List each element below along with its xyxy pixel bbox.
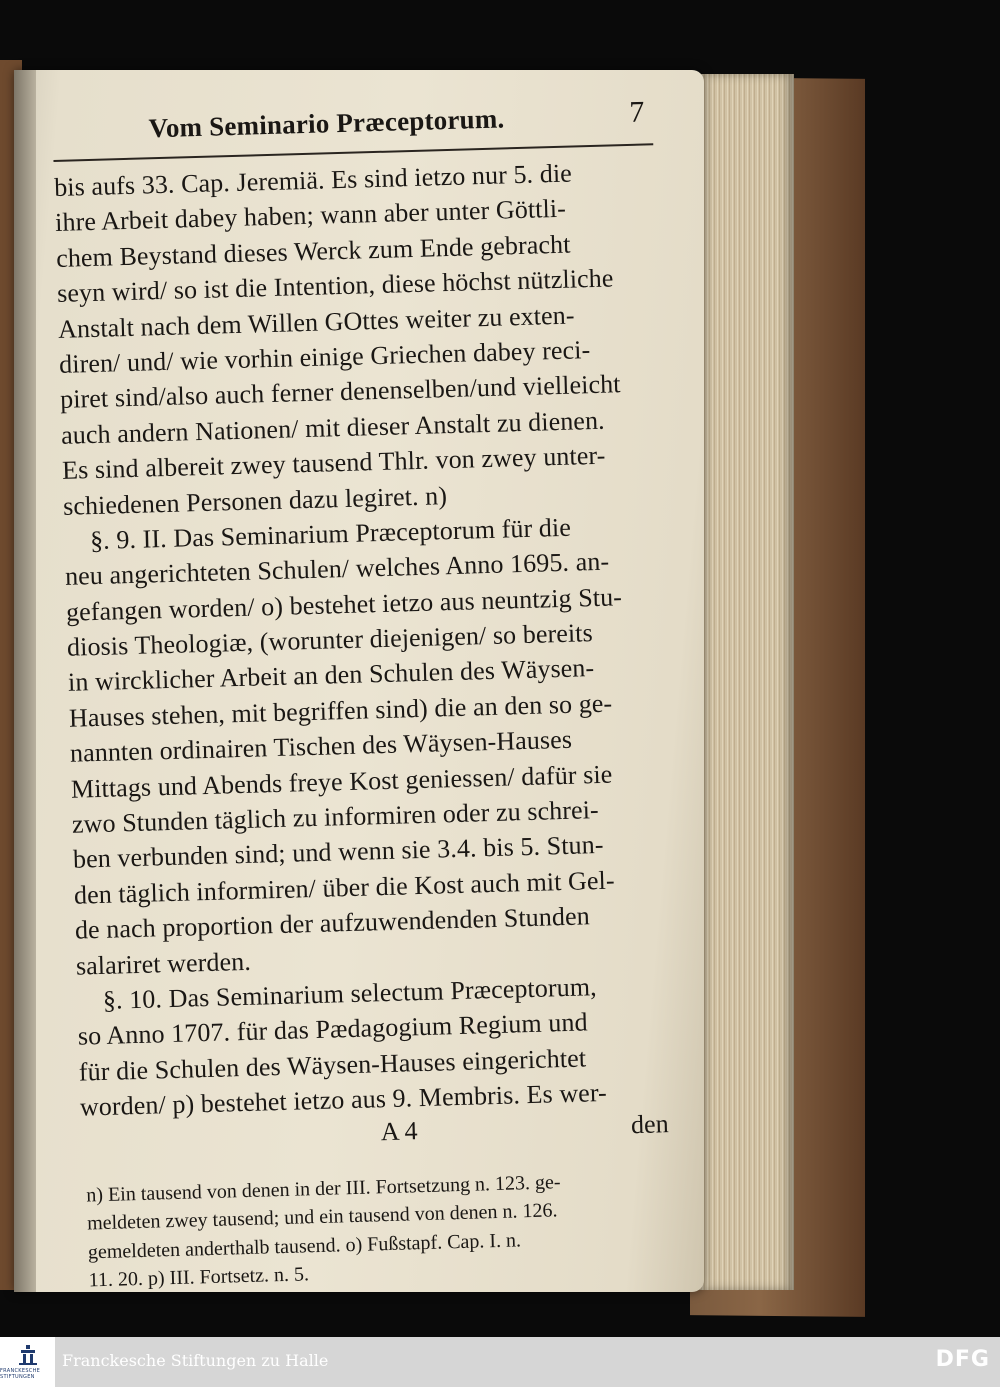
body-text bbox=[54, 153, 680, 1125]
body-line: Mittags und Abends freye Kost geniessen/ dafür sie bbox=[70, 759, 613, 804]
page-gutter bbox=[14, 70, 36, 1292]
body-line: diren/ und/ wie vorhin einige Griechen dabey reci- bbox=[58, 335, 591, 379]
dfg-logo[interactable]: DFG bbox=[935, 1347, 990, 1372]
body-line: ben verbunden sind; und wenn sie 3.4. bis 5. Stun- bbox=[72, 830, 604, 875]
body-line: neu angerichteten Schulen/ welches Anno 1695. an- bbox=[64, 546, 610, 592]
body-line: gefangen worden/ o) bestehet ietzo aus neuntzig Stu- bbox=[65, 581, 623, 627]
running-head-title: Vom Seminario Præceptorum. bbox=[148, 103, 505, 144]
body-line: chem Beystand dieses Werck zum Ende gebracht bbox=[55, 229, 571, 273]
catchword: den bbox=[630, 1108, 669, 1139]
body-line: diosis Theologiæ, (worunter diejenigen/ so bereits bbox=[66, 618, 594, 662]
body-line: in wircklicher Arbeit an den Schulen des Wäysen- bbox=[67, 653, 595, 698]
footnote-line: meldeten zwey tausend; und ein tausend von denen n. 126. bbox=[86, 1199, 558, 1235]
body-line: Hauses stehen, mit begriffen sind) die an den so ge- bbox=[68, 688, 613, 733]
body-line: piret sind/also auch ferner denenselben/und vielleicht bbox=[59, 369, 621, 415]
body-line: schiedenen Personen dazu legiret. n) bbox=[62, 480, 448, 521]
institution-name: Franckesche Stiftungen zu Halle bbox=[62, 1351, 329, 1370]
body-line: so Anno 1707. für das Pædagogium Regium und bbox=[77, 1007, 589, 1052]
logo-text: FRANCKESCHE STIFTUNGEN bbox=[0, 1368, 41, 1380]
footnotes bbox=[82, 1164, 685, 1295]
body-line: salariret werden. bbox=[75, 946, 252, 981]
body-line: §. 10. Das Seminarium selectum Præceptorum, bbox=[102, 972, 598, 1015]
body-line: worden/ p) bestehet ietzo aus 9. Membris. Es wer- bbox=[79, 1078, 608, 1122]
institution-logo-icon bbox=[17, 1344, 39, 1366]
page-number: 7 bbox=[628, 95, 645, 129]
body-line: seyn wird/ so ist die Intention, diese höchst nützliche bbox=[56, 263, 614, 309]
body-line: Es sind albereit zwey tausend Thlr. von zwey unter- bbox=[61, 440, 606, 485]
body-line: de nach proportion der aufzuwendenden Stunden bbox=[74, 901, 591, 945]
signature-mark: A 4 bbox=[380, 1115, 418, 1146]
body-line: ihre Arbeit dabey haben; wann aber unter Göttli- bbox=[54, 194, 567, 238]
body-line: bis aufs 33. Cap. Jeremiä. Es sind ietzo nur 5. die bbox=[53, 158, 573, 202]
body-line: zwo Stunden täglich zu informiren oder zu schrei- bbox=[71, 795, 600, 839]
body-line: nannten ordinairen Tischen des Wäysen-Hauses bbox=[69, 724, 573, 768]
footnote-line: n) Ein tausend von denen in der III. Fortsetzung n. 123. ge- bbox=[86, 1170, 561, 1207]
franckesche-logo[interactable] bbox=[0, 1337, 55, 1387]
body-line: §. 9. II. Das Seminarium Præceptorum für die bbox=[89, 512, 572, 556]
body-line: Anstalt nach dem Willen GOttes weiter zu exten- bbox=[57, 300, 575, 344]
footnote-line: 11. 20. p) III. Fortsetz. n. 5. bbox=[88, 1263, 310, 1292]
text-block bbox=[52, 91, 685, 1295]
body-line: den täglich informiren/ über die Kost auch mit Gel- bbox=[73, 865, 616, 910]
footnote-line: gemeldeten anderthalb tausend. o) Fußstapf. Cap. I. n. bbox=[87, 1228, 522, 1263]
body-line: auch andern Nationen/ mit dieser Anstalt zu dienen. bbox=[60, 405, 606, 450]
viewer-footer bbox=[0, 1337, 1000, 1387]
body-line: für die Schulen des Wäysen-Hauses eingerichtet bbox=[78, 1043, 587, 1087]
